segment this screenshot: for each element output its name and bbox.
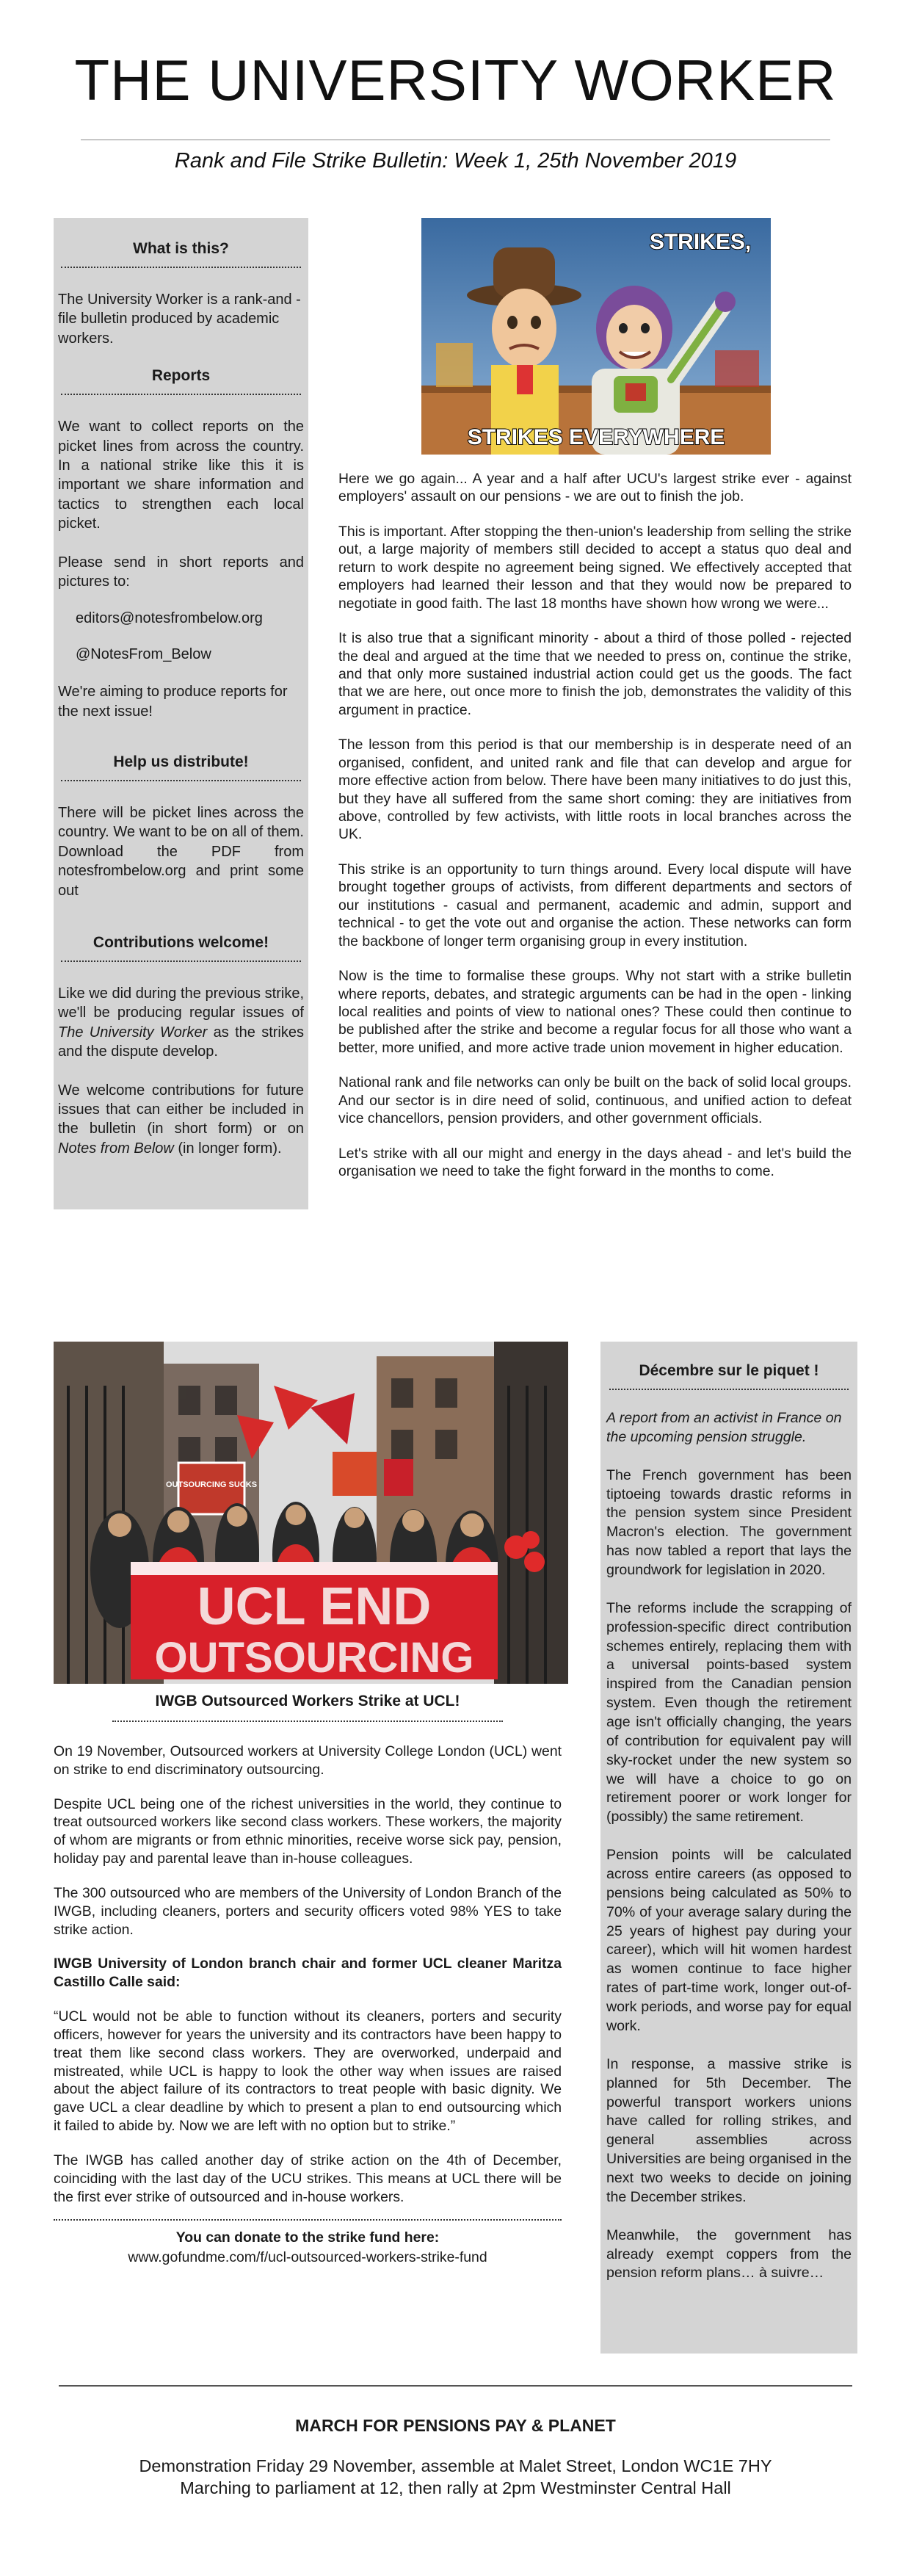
main-article bbox=[338, 470, 852, 1197]
dotted-divider bbox=[609, 1389, 849, 1390]
decembre-paragraph: The French government has been tiptoeing towards drastic reforms in the pension system since President Macron's election. The government has now tabled a report that lays the groundwork for legislation in 2020. bbox=[606, 1466, 852, 1579]
dotted-divider bbox=[61, 394, 301, 395]
iwgb-paragraph: The IWGB has called another day of strike action on the 4th of December, coinciding with the last day of the UCU strikes. This means at UCL there will be the first ever strike of outsourced and in-house workers. bbox=[54, 2152, 562, 2205]
article-paragraph: Here we go again... A year and a half after UCU's largest strike ever - against employers' assault on our pensions - we are out to finish the job. bbox=[338, 471, 852, 505]
dotted-divider bbox=[61, 960, 301, 962]
decembre-paragraph: In response, a massive strike is planned for 5th December. The powerful transport workers unions have called for rolling strikes, and general assemblies across Universities are being organised in the next two weeks to decide on joining the December strikes. bbox=[606, 2055, 852, 2205]
contact-email: editors@notesfrombelow.org bbox=[76, 610, 263, 627]
decembre-box bbox=[600, 1342, 857, 2354]
footer-heading: MARCH FOR PENSIONS PAY & PLANET bbox=[295, 2416, 616, 2435]
donate-link[interactable]: www.gofundme.com/f/ucl-outsourced-workers-strike-fund bbox=[128, 2249, 487, 2266]
article-paragraph: This is important. After stopping the then-union's leadership from selling the strike out, a large majority of members still decided to accept a status quo deal and return to work despite no agreement being signed. We effectively accepted that employers had learned their lesson and that they would now be prepared to negotiate in good faith. The last 18 months have shown how wrong we were... bbox=[338, 523, 852, 612]
reports-text-2: Please send in short reports and pictures to: bbox=[58, 554, 304, 590]
iwgb-paragraph: The 300 outsourced who are members of the University of London Branch of the IWGB, including cleaners, porters and security officers voted 98% YES to take strike action. bbox=[54, 1884, 562, 1938]
article-paragraph: This strike is an opportunity to turn things around. Every local dispute will have brought together groups of activists, from different departments and sectors of our institutions - casual and permanent, academic and admin, support and technical - to get the vote out and organise the action. These networks can form the backbone of longer term organising group in every institution. bbox=[338, 861, 852, 949]
iwgb-quote-attribution: IWGB University of London branch chair and former UCL cleaner Maritza Castillo Calle said: bbox=[54, 1955, 562, 1991]
protest-illustration bbox=[54, 1342, 568, 1684]
iwgb-quote: “UCL would not be able to function without its cleaners, porters and security officers, however for years the university and its contractors have been happy to treat them like second class workers. They are overworked, underpaid and mistreated, while UCL is happy to look the other way when issues are raised about the abject failure of its contractors to treat people with basic dignity. We gave UCL a clear deadline by which to present a plan to end outsourcing which it failed to abide by. Now we are left with no option but to strike.” bbox=[54, 2008, 562, 2135]
article-paragraph: National rank and file networks can only be built on the back of solid local groups. And our sector is in dire need of solid, continuous, and unified action to defeat vice chancellors, pension providers, and other government officials. bbox=[338, 1074, 852, 1127]
iwgb-paragraph: Despite UCL being one of the richest universities in the world, they continue to treat outsourced workers like second class workers. These workers, the majority of whom are migrants or from ethnic minorities, receive worse sick pay, pension, holiday pay and parental leave than in-house colleagues. bbox=[54, 1795, 562, 1867]
dotted-divider bbox=[61, 780, 301, 781]
distribute-heading: Help us distribute! bbox=[113, 753, 249, 771]
meme-top-text: STRIKES, bbox=[649, 230, 752, 254]
decembre-paragraph: The reforms include the scrapping of profession-specific direct contribution schemes entirely, replacing them with a universal points-based system inspired from the Canadian pension system. Even though the retirement age isn't officially changing, the years of contribution for equivalent pay will sky-rocket under the new system so we will have a choice to go on retirement poorer or work longer for (possibly) the same retirement. bbox=[606, 1599, 852, 1826]
banner-line-1: UCL END bbox=[197, 1577, 432, 1636]
footer-details-1: Demonstration Friday 29 November, assemble at Malet Street, London WC1E 7HY bbox=[139, 2456, 772, 2475]
dotted-divider bbox=[61, 267, 301, 268]
dotted-divider bbox=[112, 1721, 503, 1722]
iwgb-article bbox=[54, 1693, 562, 2266]
decembre-paragraph: Pension points will be calculated across entire careers (as opposed to pensions being calculated as 50% to 70% of your average salary during the 25 years of highest pay during your career), which will hit women hardest as women continue to face higher rates of part-time work, longer out-of-work periods, and worse pay for equal work. bbox=[606, 1847, 852, 2034]
article-paragraph: Now is the time to formalise these groups. Why not start with a strike bulletin where reports, debates, and strategic arguments can be had in the open - linking local realities and points of view to national ones? These could then continue to be published after the strike and become a regular focus for all those who want a better, more unified, and more active trade union movement in higher education. bbox=[338, 968, 852, 1056]
protest-sign-text: OUTSOURCING SUCKS bbox=[165, 1480, 258, 1489]
footer-divider bbox=[59, 2385, 852, 2387]
what-text: The University Worker is a rank-and -file bulletin produced by academic workers. bbox=[58, 292, 301, 347]
reports-text-1: We want to collect reports on the picket lines from across the country. In a national strike like this it is important we share information and tactics to strengthen each local picket. bbox=[58, 419, 304, 532]
reports-heading: Reports bbox=[151, 367, 211, 385]
what-heading: What is this? bbox=[133, 240, 229, 257]
decembre-heading: Décembre sur le piquet ! bbox=[639, 1362, 819, 1379]
article-paragraph: Let's strike with all our might and energy in the days ahead - and let's build the organisation we need to take the fight forward in the months to come. bbox=[338, 1145, 852, 1179]
decembre-paragraph: Meanwhile, the government has already exempt coppers from the pension reform plans… à suivre… bbox=[606, 2226, 852, 2282]
reports-text-3: We're aiming to produce reports for the next issue! bbox=[58, 684, 288, 720]
contributions-heading: Contributions welcome! bbox=[92, 934, 269, 952]
donate-heading: You can donate to the strike fund here: bbox=[175, 2229, 440, 2246]
iwgb-heading: IWGB Outsourced Workers Strike at UCL! bbox=[155, 1693, 460, 1710]
banner-line-2: OUTSOURCING bbox=[154, 1634, 474, 1682]
sidebar-box bbox=[54, 218, 308, 1209]
footer-details-2: Marching to parliament at 12, then rally at 2pm Westminster Central Hall bbox=[180, 2478, 731, 2497]
article-paragraph: The lesson from this period is that our membership is in desperate need of an organised, confident, and united rank and file that can develop and argue for more effective action from below. There have been many initiatives to do just this, but they have all suffered from the same short coming: they are initiatives from above, controlled by few activists, with little roots in local branches across the UK. bbox=[338, 737, 852, 843]
iwgb-paragraph: On 19 November, Outsourced workers at University College London (UCL) went on strike to end discriminatory outsourcing. bbox=[54, 1743, 562, 1778]
dotted-divider bbox=[54, 2219, 562, 2221]
distribute-text: There will be picket lines across the country. We want to be on all of them. Download the PDF from notesfrombelow.org and print some out bbox=[58, 805, 304, 899]
contributions-text-2: We welcome contributions for future issues that can either be included in the bulletin (in short form) or on Notes from Below (in longer form). bbox=[58, 1082, 304, 1157]
ucl-protest-photo bbox=[54, 1342, 568, 1684]
contact-twitter: @NotesFrom_Below bbox=[76, 646, 211, 663]
meme-illustration bbox=[421, 218, 771, 455]
decembre-intro: A report from an activist in France on the upcoming pension struggle. bbox=[606, 1410, 842, 1445]
strikes-everywhere-meme-image bbox=[421, 218, 771, 455]
contributions-text-1: Like we did during the previous strike, we'll be producing regular issues of The University Worker as the strikes and the dispute develop. bbox=[58, 985, 305, 1060]
meme-bottom-text: STRIKES EVERYWHERE bbox=[467, 425, 725, 449]
article-paragraph: It is also true that a significant minority - about a third of those polled - rejected the deal and argued at the time that we needed to press on, continue the strike, and that only more sustained industrial action could get us the goods. The fact that we are here, out once more to finish the job, demonstrates the validity of this argument in practice. bbox=[338, 630, 852, 718]
masthead-subtitle: Rank and File Strike Bulletin: Week 1, 25th November 2019 bbox=[174, 149, 737, 173]
masthead-title: THE UNIVERSITY WORKER bbox=[74, 48, 837, 112]
